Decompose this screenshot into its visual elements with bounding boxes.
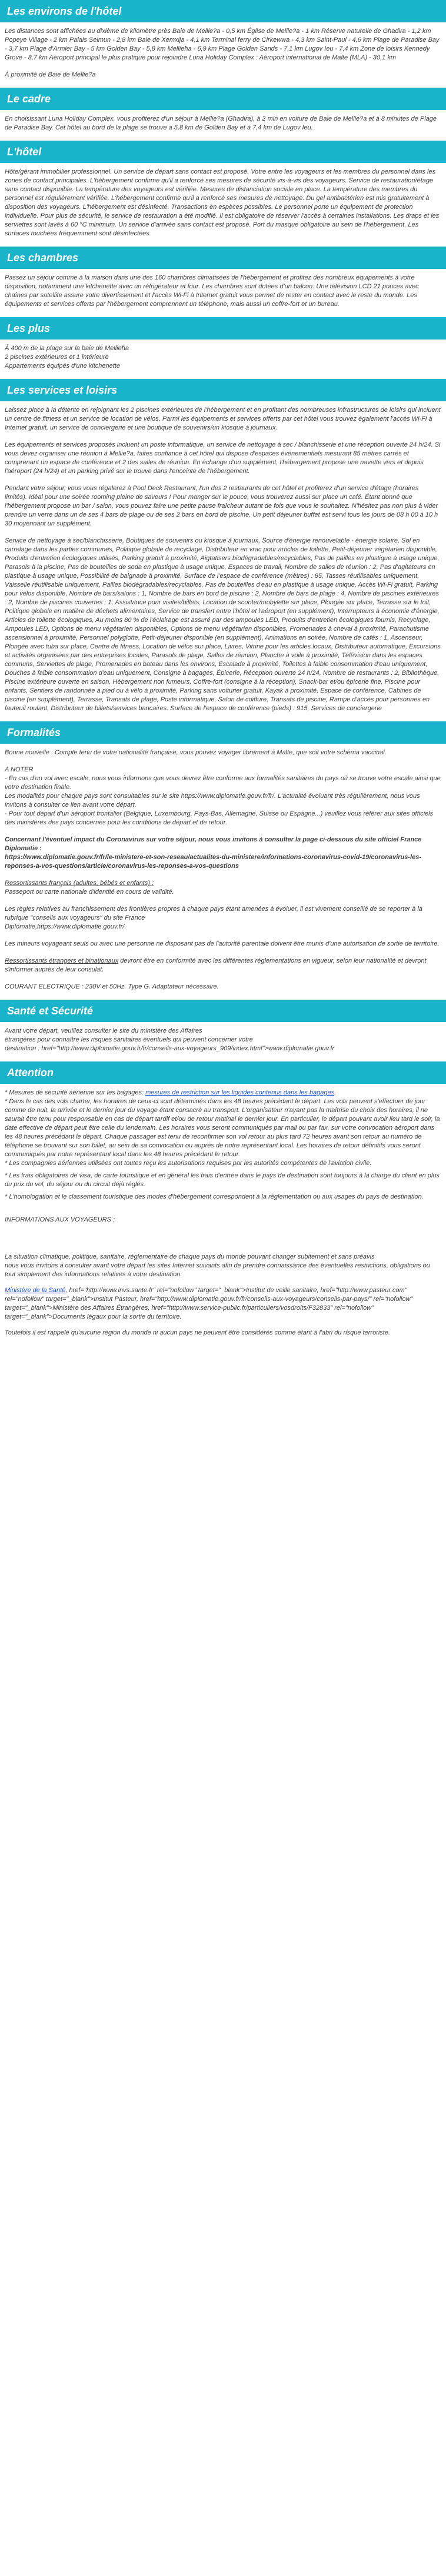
section-title-services: Les services et loisirs bbox=[0, 379, 446, 401]
formalites-etrangers-heading: Ressortissants étrangers et binationaux bbox=[5, 957, 119, 964]
section-plus bbox=[0, 317, 446, 371]
formalites-mineurs: Les mineurs voyageant seuls ou avec une personne ne disposant pas de l'autorité parentale doivent être munis d'une autorisation de sortie de territoire. bbox=[5, 940, 440, 947]
section-content-chambres bbox=[0, 274, 446, 309]
section-content-attention bbox=[0, 1089, 446, 1337]
section-content-services bbox=[0, 406, 446, 713]
attention-infos-heading: INFORMATIONS AUX VOYAGEURS : bbox=[5, 1216, 115, 1223]
formalites-etrangers-text: devront être en conformité avec les différentes réglementations en vigueur, selon leur nationalité et devront s'informer auprès de leur consulat. bbox=[5, 957, 427, 973]
formalites-regles-text: Les règles relatives au franchissement des frontières propres à chaque pays étant amenées à évoluer, il est vivement conseillé de se reporter à la rubrique "conseils aux voyageurs" du site France bbox=[5, 906, 422, 921]
hotel-description: Hôte/gérant immobilier professionnel. Un service de départ sans contact est proposé. Votre entre les voyageurs et les membres du personnel dans les zones de contact principales. L'hébergement confirme qu'il a renforcé ses mesures de sécurité vis-à-vis des voyageurs. Service de restauration/étage sans contact disponible. La température des voyageurs est vérifiée. Mesures de distanciation sociale en place. La température des membres du personnel est régulièrement vérifiée. L'hébergement confirme qu'il a renforcé ses mesures de nettoyage. Du gel antibactérien est mis gratuitement à disposition des voyageurs. L'hébergement est désinfecté. Transactions en espèces possibles. Le personnel porte un équipement de protection individuelle. Pour plus de sécurité, le service de restauration a été modifié. Il est obligatoire de réserver l'accès à certaines installations. Les draps et les serviettes sont lavés à 60 °C minimum. Un service d'arrivée sans contact est proposé. Port du masque obligatoire au sein de l'hébergement. Les surfaces touchées fréquemment sont désinfectées. bbox=[5, 168, 440, 237]
formalites-courant: COURANT ELECTRIQUE : 230V et 50Hz. Type G. Adaptateur nécessaire. bbox=[5, 983, 219, 990]
section-title-chambres: Les chambres bbox=[0, 247, 446, 269]
section-content-cadre bbox=[0, 115, 446, 132]
sante-line-2: étrangères pour connaître les risques sanitaires éventuels qui peuvent concerner votre bbox=[5, 1036, 253, 1043]
section-content-sante bbox=[0, 1027, 446, 1053]
services-dining: Pendant votre séjour, vous vous régalerez à Pool Deck Restaurant, l'un des 2 restaurants de cet hôtel et profiterez d'un service d'étage (horaires limités). Idéal pour une soirée rooming pleine de saveurs ! Pour manger sur le pouce, vous trouverez aussi sur place un café. Étant donné que l'hébergement propose un bar / salon, vous pouvez faire une petite pause fraîcheur autant de fois que vous le souhaitez. N'hésitez pas non plus à vider prendre un verre dans un de ses 4 bars de plage ou de ses 2 bars en bord de piscine. Un petit déjeuner buffet est servi tous les jours de 08 h 00 à 10 h 30 moyennant un supplément. bbox=[5, 485, 438, 527]
formalites-ressortissants bbox=[5, 879, 441, 897]
attention-homologation: * L'homologation et le classement touristique des modes d'hébergement correspondent à la réglementation ou aux usages du pays de destination. bbox=[5, 1193, 424, 1200]
attention-situation-line-2: nous vous invitons à consulter avant votre départ les sites Internet suivants afin de prendre connaissance des éventuelles restrictions, obligations ou tout simplement des informations relatives à votre destination. bbox=[5, 1262, 430, 1278]
formalites-regles-link: Diplomatie,https://www.diplomatie.gouv.fr/. bbox=[5, 923, 127, 930]
plus-item: À 400 m de la plage sur la baie de Mellieħa bbox=[5, 345, 129, 352]
sante-line-3: destination : href="http://www.diplomatie.gouv.fr/fr/conseils-aux-voyageurs_909/index.html">www.diplomatie.gouv.fr bbox=[5, 1045, 335, 1052]
section-chambres bbox=[0, 247, 446, 309]
ministere-sante-link[interactable]: Ministère de la Santé bbox=[5, 1287, 66, 1294]
cadre-description: En choisissant Luna Holiday Complex, vous profiterez d'un séjour à Mellie?a (Għadira), à 2 min en voiture de Baie de Mellie?a et à 8 minutes de Plage de Paradise Bay. Cet hôtel au bord de la plage se trouve à 5,8 km de Golden Bay et à 7,4 km de Lugov Ieu. bbox=[5, 115, 437, 131]
attention-charter: * Dans le cas des vols charter, les horaires de ceux-ci sont déterminés dans les 48 heures précédant le départ. Les vols peuvent s'effectuer de jour comme de nuit, la arrivée et le dernier jour du voyage étant consacré au transport. L'organisateur n'ayant pas la maîtrise du choix des horaires, il ne saurait être tenu pour responsable en cas de départ tardif et/ou de retour matinal le dernier jour. En particulier, le départ pouvant avoir lieu tard le soir, la date effective de départ peut être celle du lendemain. Les horaires vous seront communiqués par mail ou par fax, sur votre convocation aéroport dans les 48 heures précédant le départ. Chaque passager est tenu de reconfirmer son vol retour au plus tard 72 heures avant son retour au numéro de téléphone se trouvant sur son billet, au sein de sa convocation ou auprès de notre représentant local. Les horaires de retour définitifs vous seront communiqués par notre représentant local dans les 48 heures précédant le retour. bbox=[5, 1098, 440, 1158]
section-content-plus bbox=[0, 344, 446, 371]
chambres-description: Passez un séjour comme à la maison dans une des 160 chambres climatisées de l'hébergement et profitez des nombreux équipements à votre disposition, notamment une kitchenette avec un réfrigérateur et four. Les chambres sont dotées d'un balcon. Une télévision LCD 21 pouces avec chaînes par satellite assure votre divertissement et l'accès Wi-Fi à Internet gratuit vous permet de rester en contact avec le reste du monde. Les équipements et services offerts par l'hébergement comprennent un téléphone, mais aussi un coffre-fort et un bureau. bbox=[5, 274, 419, 308]
services-equipment: Les équipements et services proposés incluent un poste informatique, un service de nettoyage à sec / blanchisserie et une réception ouverte 24 h/24. Si vous devez organiser une réunion à Mellie?a, faites confiance à cet hôtel qui dispose d'espaces événementiels mesurant 85 mètres carrés et comprenant un espace de conférence et 2 des salles de réunion. En échange d'un supplément, l'hébergement propose une navette vers et depuis l'aéroport (24 h/24) et un parking privé sur le trouve dans l'enceinte de l'hébergement. bbox=[5, 441, 441, 475]
formalites-regles bbox=[5, 905, 441, 931]
section-title-hotel: L'hôtel bbox=[0, 141, 446, 163]
services-amenities-list: Service de nettoyage à sec/blanchisserie, Boutiques de souvenirs ou kiosque à journaux, Source d'énergie renouvelable - énergie solaire, Sol en carrelage dans les parties communes, Politique globale de recyclage, Distributeur en vrac pour articles de toilette, Petit-déjeuner végétarien disponible, Produits d'entretien écologiques utilisés, Parking gratuit à proximité, Aigtatisers biodégradables/recyclables, Pas de pailles en plastique à usage unique, Parasols à la piscine, Pas de bouteilles de soda en plastique à usage unique, Espaces de travail, Nombre de salles de réunion : 2, Pas d'agitateurs en plastique à usage unique, Possibilité de baignade à proximité, Surface de l'espace de conférence (mètres) : 85, Tasses réutilisables uniquement, Vaisselle réutilisable uniquement, Pailles biodégradables/recyclables, Pas de bouteilles d'eau en plastique à usage unique, Accès Wi-Fi gratuit, Parking pour vélos disponible, Nombre de bars/salons : 1, Nombre de bars en bord de piscine : 2, Nombre de bars de plage : 4, Nombre de piscines extérieures : 2, Nombre de piscines couvertes : 1, Assistance pour visites/billets, Location de scooter/mobylette sur place, Plongée sur place, Terrasse sur le toit, Politique globale en matière de déchets alimentaires, Service de transfert entre l'hôtel et l'aéroport (en supplément), Interrupteurs à économie d'énergie, Articles de toilette écologiques, Au moins 80 % de l'éclairage est assuré par des ampoules LED, Produits d'entretien écologiques fournis, Recyclage, Ampoules LED, Options de menu végétarien disponibles, Options de menu végétarien disponibles, Promenades à cheval à proximité, Parachutisme ascensionnel à proximité, Personnel polyglotte, Petit-déjeuner disponible (en supplément), Animations en soirée, Nombre de cafés : 1, Ascenseur, Plongée avec tuba sur place, Centre de fitness, Location de vélos sur place, Livres, Vitrine pour les articles locaux, Distributeur automatique, Excursions et activités organisées par des entreprises locales, Parasols de plage, Salles de réunion, Planche à voile à proximité, Télévision dans les espaces communs, Serviettes de plage, Promenades en bateau dans les environs, Escalade à proximité, Toilettes à faible consommation d'eau uniquement, Douches à faible consommation d'eau uniquement, Consigne à bagages, Épicerie, Réception ouverte 24 h/24, Nombre de restaurants : 2, Bibliothèque, Piscine extérieure ouverte en saison, Hébergement non fumeurs, Coffre-fort (consigne à la réception), Snack-bar et/ou épicerie fine, Piscine pour enfants, Sentiers de randonnée à pied ou à vélo à proximité, Parking sans voiturier gratuit, Kayak à proximité, Espace de conférence, Cabines de piscine (en supplément), Terrasse, Transats de plage, Poste informatique, Salon de coiffure, Transats de piscine, Rampe d'accès pour personnes en fauteuil roulant, Distributeur de billets/services bancaires. Surface de l'espace de conférence (pieds) : 915, Services de conciergerie bbox=[5, 537, 441, 712]
section-title-sante: Santé et Sécurité bbox=[0, 1000, 446, 1022]
attention-liens bbox=[5, 1286, 441, 1322]
attention-bagages bbox=[5, 1089, 441, 1097]
plus-item: Appartements équipés d'une kitchenette bbox=[5, 362, 120, 370]
attention-liens-text: , href="http://www.invs.sante.fr" rel="nofollow" target="_blank">Institut de veille sanitaire, href="http://www.pasteur.com" rel="nofollow" target="_blank">Institut Pasteur, href="http://www.diplomatie.gouv.fr/fr/conseils-aux-voyageurs/conseils-par-pays/" rel="nofollow" target="_blank">Ministère des Affaires Étrangères, href="http://www.service-public.fr/particuliers/vosdroits/F32833" rel="nofollow" target="_blank">Documents légaux pour la sortie du territoire. bbox=[5, 1287, 413, 1320]
section-environs bbox=[0, 0, 446, 79]
section-content-environs bbox=[0, 27, 446, 79]
services-leisure: Laissez place à la détente en rejoignant les 2 piscines extérieures de l'hébergement et en profitant des nombreuses infrastructures de loisirs qui incluent un centre de fitness et un service de location de vélos. Parmi les équipements et services offerts par cet hôtel vous trouvez également l'accès Wi-Fi à Internet gratuit, un service de conciergerie et une boutique de souvenirs/un kiosque à journaux. bbox=[5, 407, 441, 431]
formalites-note bbox=[5, 766, 441, 827]
sante-line-1: Avant votre départ, veuillez consulter le site du ministère des Affaires bbox=[5, 1027, 202, 1034]
formalites-note-modalites: Les modalités pour chaque pays sont consultables sur le site https://www.diplomatie.gouv.fr/fr/. L'actualité évoluant très régulièrement, nous vous invitons à consulter ce lien avant votre départ. bbox=[5, 793, 420, 808]
section-formalites bbox=[0, 721, 446, 991]
formalites-coronavirus-url: https://www.diplomatie.gouv.fr/fr/le-ministere-et-son-reseau/actualites-du-ministere/informations-coronavirus-covid-19/coronavirus-les-reponses-a-vos-questions/article/coronavirus-les-reponses-a-vos-questions bbox=[5, 854, 422, 870]
section-title-cadre: Le cadre bbox=[0, 88, 446, 110]
section-title-formalites: Formalités bbox=[0, 721, 446, 744]
plus-item: 2 piscines extérieures et 1 intérieure bbox=[5, 354, 109, 361]
section-content-formalites bbox=[0, 748, 446, 991]
section-title-environs: Les environs de l'hôtel bbox=[0, 0, 446, 22]
attention-compagnies: * Les compagnies aériennes utilisées ont toutes reçu les autorisations requises par les autorités compétentes de l'aviation civile. bbox=[5, 1160, 372, 1167]
environs-proximity: À proximité de Baie de Mellie?a bbox=[5, 71, 96, 78]
sante-description bbox=[5, 1027, 441, 1053]
formalites-coronavirus-text: Concernant l'éventuel impact du Coronavirus sur votre séjour, nous vous invitons à consulter la page ci-dessous du site officiel France Diplomatie : bbox=[5, 836, 422, 852]
formalites-note-frontalier: - Pour tout départ d'un aéroport frontalier (Belgique, Luxembourg, Pays-Bas, Allemagne, Suisse ou Espagne...) veuillez vous référer aux sites officiels des ministères des pays concernés pour les conditions de départ et de retour. bbox=[5, 810, 434, 826]
formalites-good-news: Bonne nouvelle : Compte tenu de votre nationalité française, vous pouvez voyager librement à Malte, que soit votre schéma vaccinal. bbox=[5, 749, 387, 756]
formalites-etrangers bbox=[5, 957, 441, 974]
section-hotel bbox=[0, 141, 446, 238]
section-title-attention: Attention bbox=[0, 1061, 446, 1084]
attention-situation-line-1: La situation climatique, politique, sanitaire, réglementaire de chaque pays du monde pouvant changer subitement et sans préavis bbox=[5, 1253, 375, 1260]
section-content-hotel bbox=[0, 168, 446, 238]
attention-bagages-end: . bbox=[334, 1089, 337, 1096]
section-sante bbox=[0, 1000, 446, 1053]
formalites-ressortissants-heading: Ressortissants français (adultes, bébés et enfants) : bbox=[5, 880, 154, 887]
formalites-note-heading: A NOTER bbox=[5, 766, 34, 773]
formalites-note-escale: - En cas d'un vol avec escale, nous vous informons que vous devrez être conforme aux formalités sanitaires du pays où se trouve votre escale ainsi que votre destination finale. bbox=[5, 775, 441, 791]
formalites-ressortissants-docs: Passeport ou carte nationale d'identité en cours de validité. bbox=[5, 888, 174, 896]
liquides-restriction-link[interactable]: mesures de restriction sur les liquides contenus dans les bagages bbox=[145, 1089, 335, 1096]
environs-distances: Les distances sont affichées au dixième de kilomètre près Baie de Mellie?a - 0,5 km Église de Mellie?a - 1 km Réserve naturelle de Għadira - 1,2 km Popeye Village - 2 km Palais Selmun - 2,8 km Baie de Xemxija - 4,1 km Terminal ferry de Cirkewwa - 4,3 km Saint-Paul - 4,6 km Plage de Paradise Bay - 3,7 km Plage d'Armier Bay - 5 km Golden Bay - 5,8 km Mellieħa - 6,9 km Plage Golden Sands - 7,1 km Lugov Ieu - 7,4 km Zone de loisirs Kennedy Grove - 8,7 km Aéroport principal le plus pratique pour rejoindre Luna Holiday Complex : Aéroport international de Malte (MLA) - 30,1 km bbox=[5, 28, 440, 61]
attention-situation bbox=[5, 1253, 441, 1279]
attention-bagages-text: * Mesures de sécurité aérienne sur les bagages: bbox=[5, 1089, 146, 1096]
attention-frais: * Les frais obligatoires de visa, de carte touristique et en général les frais d'entrée dans le pays de destination sont toujours à la charge du client en plus du prix du vol, du séjour ou du circuit déjà réglés. bbox=[5, 1172, 440, 1188]
section-title-plus: Les plus bbox=[0, 317, 446, 340]
section-cadre bbox=[0, 88, 446, 132]
section-services bbox=[0, 379, 446, 713]
attention-terrorisme: Toutefois il est rappelé qu'aucune région du monde ni aucun pays ne peuvent être considérés comme étant à l'abri du risque terroriste. bbox=[5, 1329, 391, 1336]
section-attention bbox=[0, 1061, 446, 1337]
formalites-coronavirus bbox=[5, 836, 441, 871]
